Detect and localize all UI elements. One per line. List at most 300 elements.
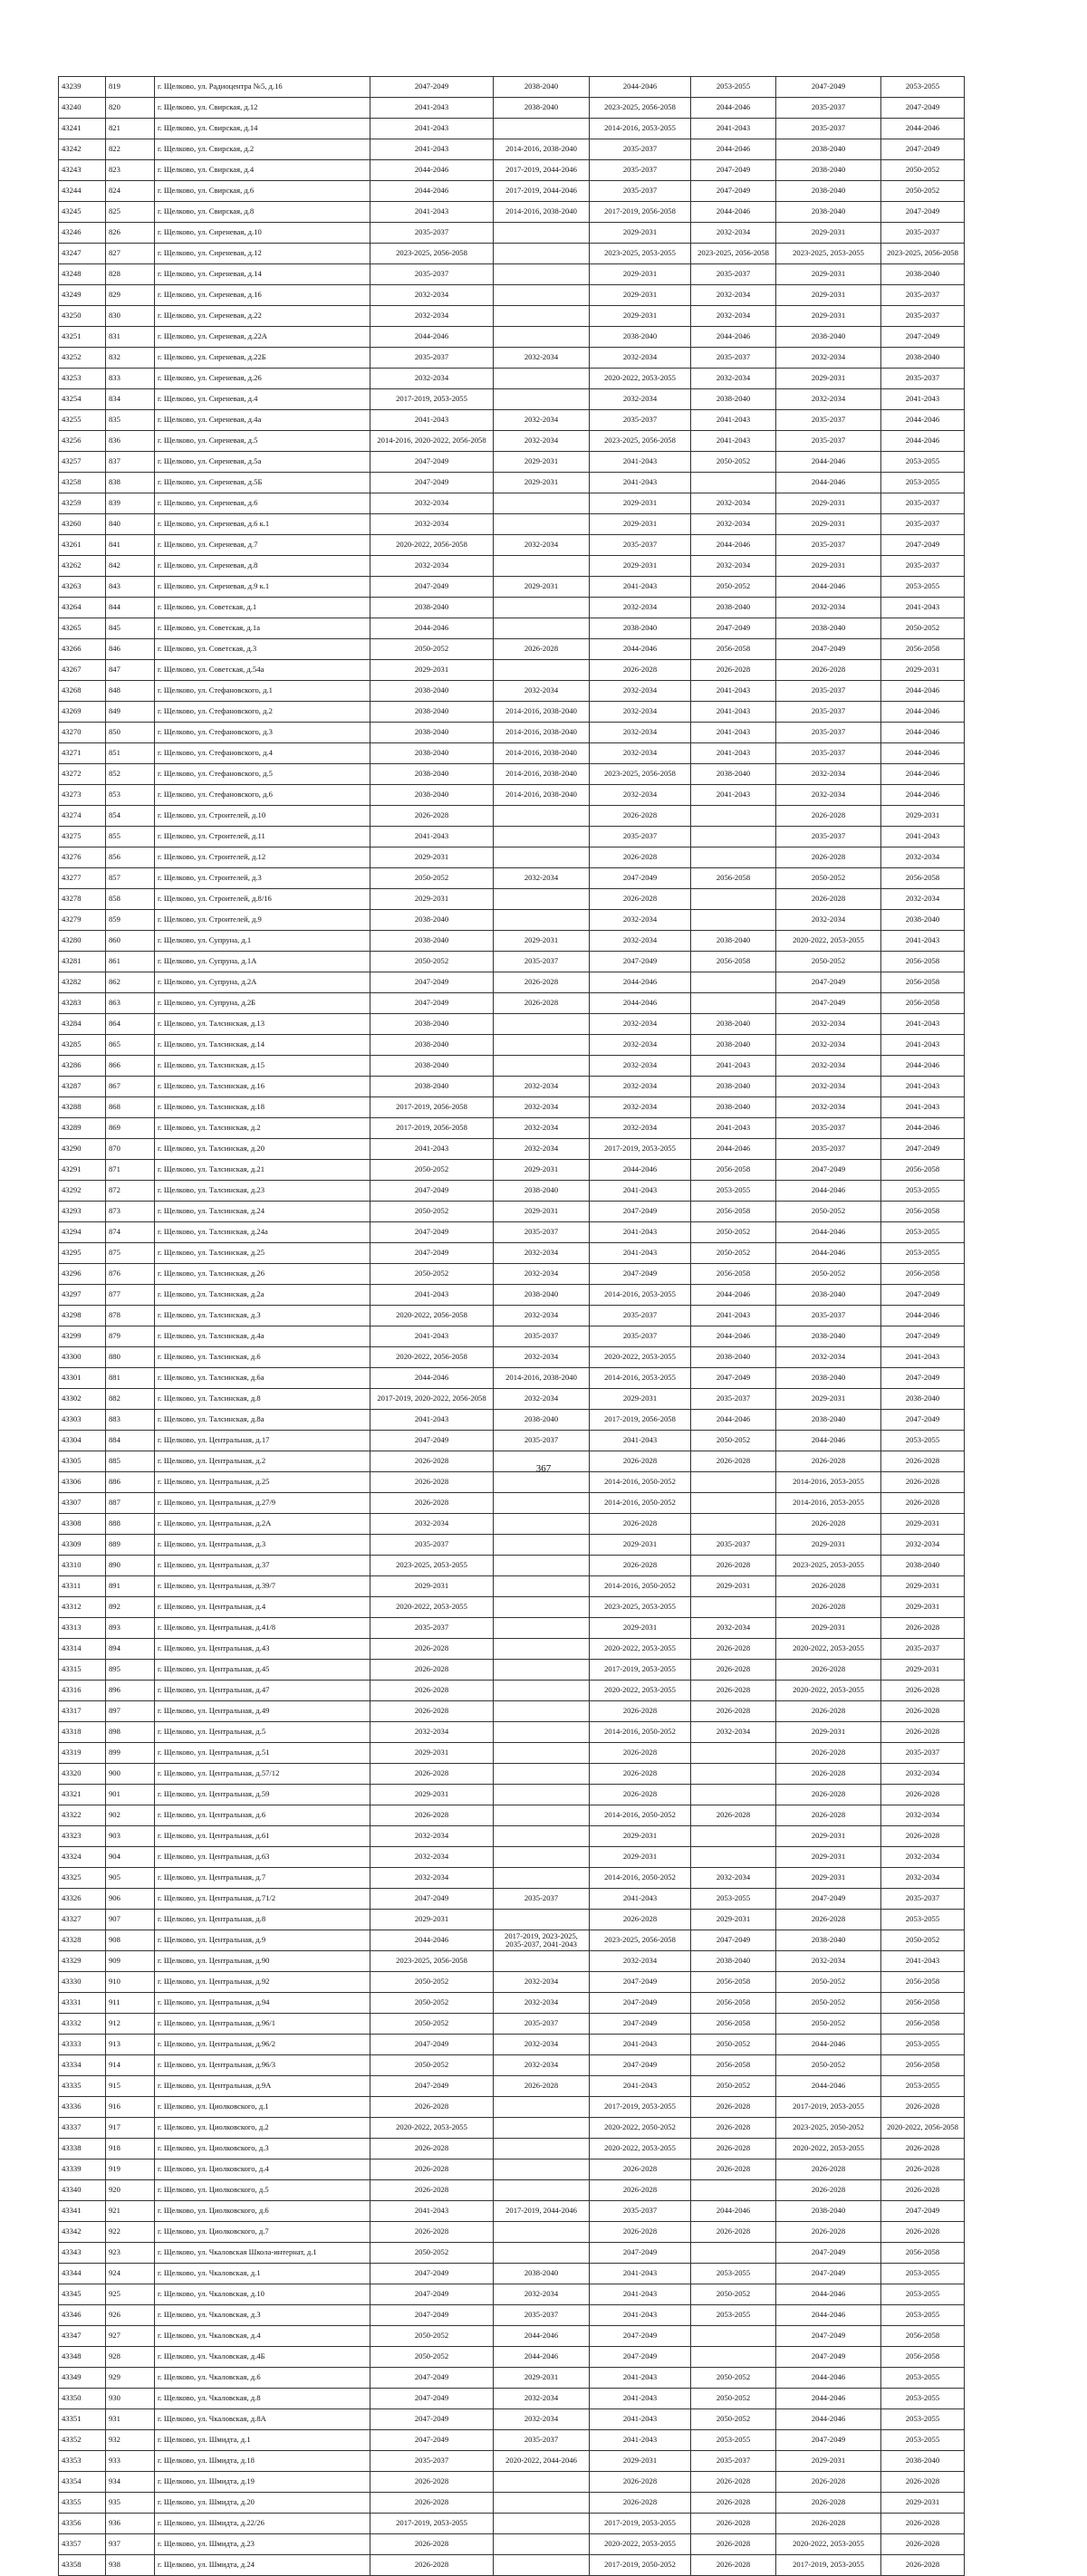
period-3-cell: 2020-2022, 2050-2052 [590, 2118, 691, 2139]
period-2-cell [494, 806, 590, 827]
period-5-cell: 2026-2028 [776, 1597, 881, 1618]
address-cell: г. Щелково, ул. Шмидта, д.20 [155, 2493, 370, 2514]
registry-number-cell: 43242 [59, 139, 106, 160]
table-row [59, 181, 965, 202]
registry-number-cell: 43315 [59, 1660, 106, 1681]
period-4-cell: 2047-2049 [691, 1930, 776, 1951]
ordinal-number-cell: 929 [106, 2368, 155, 2389]
period-6-cell: 2056-2058 [881, 993, 965, 1014]
address-cell: г. Щелково, ул. Центральная, д.96/1 [155, 2014, 370, 2035]
period-4-cell: 2041-2043 [691, 681, 776, 702]
period-6-cell: 2032-2034 [881, 1805, 965, 1826]
period-1-cell: 2026-2028 [370, 2180, 494, 2201]
period-6-cell: 2026-2028 [881, 1785, 965, 1805]
registry-number-cell: 43316 [59, 1681, 106, 1701]
period-2-cell: 2032-2034 [494, 535, 590, 556]
ordinal-number-cell: 876 [106, 1264, 155, 1285]
registry-number-cell: 43300 [59, 1347, 106, 1368]
period-2-cell [494, 1660, 590, 1681]
period-6-cell: 2053-2055 [881, 1243, 965, 1264]
period-3-cell: 2017-2019, 2053-2055 [590, 1139, 691, 1160]
ordinal-number-cell: 840 [106, 514, 155, 535]
period-4-cell: 2041-2043 [691, 431, 776, 452]
period-1-cell: 2026-2028 [370, 1639, 494, 1660]
period-2-cell: 2038-2040 [494, 77, 590, 98]
address-cell: г. Щелково, ул. Сиреневая, д.22Б [155, 348, 370, 369]
period-2-cell: 2032-2034 [494, 410, 590, 431]
ordinal-number-cell: 841 [106, 535, 155, 556]
period-2-cell [494, 1868, 590, 1889]
period-4-cell: 2026-2028 [691, 1681, 776, 1701]
period-2-cell: 2026-2028 [494, 993, 590, 1014]
period-6-cell: 2026-2028 [881, 2139, 965, 2159]
ordinal-number-cell: 871 [106, 1160, 155, 1181]
period-3-cell: 2047-2049 [590, 2014, 691, 2035]
ordinal-number-cell: 828 [106, 264, 155, 285]
address-cell: г. Щелково, ул. Стефановского, д.3 [155, 723, 370, 743]
table-row [59, 223, 965, 244]
period-2-cell [494, 1764, 590, 1785]
table-row [59, 2139, 965, 2159]
period-5-cell: 2044-2046 [776, 1222, 881, 1243]
period-1-cell: 2038-2040 [370, 598, 494, 618]
period-2-cell [494, 1576, 590, 1597]
period-1-cell: 2026-2028 [370, 1805, 494, 1826]
registry-number-cell: 43299 [59, 1326, 106, 1347]
period-1-cell: 2047-2049 [370, 77, 494, 98]
registry-number-cell: 43279 [59, 910, 106, 931]
table-row [59, 931, 965, 952]
ordinal-number-cell: 882 [106, 1389, 155, 1410]
table-row [59, 410, 965, 431]
registry-number-cell: 43354 [59, 2472, 106, 2493]
table-row [59, 1097, 965, 1118]
period-6-cell: 2056-2058 [881, 1993, 965, 2014]
address-cell: г. Щелково, ул. Центральная, д.96/2 [155, 2035, 370, 2055]
registry-number-cell: 43313 [59, 1618, 106, 1639]
registry-number-cell: 43312 [59, 1597, 106, 1618]
table-row [59, 1493, 965, 1514]
table-row [59, 1722, 965, 1743]
registry-number-cell: 43347 [59, 2326, 106, 2347]
period-3-cell: 2041-2043 [590, 2430, 691, 2451]
table-row [59, 1660, 965, 1681]
table-row [59, 1264, 965, 1285]
period-4-cell [691, 2326, 776, 2347]
registry-number-cell: 43343 [59, 2243, 106, 2264]
address-cell: г. Щелково, ул. Стефановского, д.4 [155, 743, 370, 764]
address-cell: г. Щелково, ул. Талсинская, д.25 [155, 1243, 370, 1264]
period-4-cell: 2035-2037 [691, 348, 776, 369]
ordinal-number-cell: 913 [106, 2035, 155, 2055]
table-row [59, 2347, 965, 2368]
registry-number-cell: 43303 [59, 1410, 106, 1431]
address-cell: г. Щелково, ул. Сиреневая, д.8 [155, 556, 370, 577]
period-6-cell: 2053-2055 [881, 2035, 965, 2055]
period-6-cell: 2029-2031 [881, 1514, 965, 1535]
period-5-cell: 2029-2031 [776, 369, 881, 389]
ordinal-number-cell: 923 [106, 2243, 155, 2264]
registry-number-cell: 43327 [59, 1910, 106, 1930]
period-4-cell: 2056-2058 [691, 1264, 776, 1285]
period-5-cell: 2035-2037 [776, 535, 881, 556]
period-3-cell: 2017-2019, 2056-2058 [590, 1410, 691, 1431]
table-row [59, 2035, 965, 2055]
address-cell: г. Щелково, ул. Центральная, д.17 [155, 1431, 370, 1451]
period-3-cell: 2020-2022, 2053-2055 [590, 1347, 691, 1368]
period-3-cell: 2029-2031 [590, 1847, 691, 1868]
address-cell: г. Щелково, ул. Центральная, д.63 [155, 1847, 370, 1868]
period-6-cell: 2050-2052 [881, 1930, 965, 1951]
period-6-cell: 2041-2043 [881, 1077, 965, 1097]
address-cell: г. Щелково, ул. Стефановского, д.1 [155, 681, 370, 702]
period-3-cell: 2038-2040 [590, 618, 691, 639]
period-1-cell: 2029-2031 [370, 847, 494, 868]
address-cell: г. Щелково, ул. Талсинская, д.8 [155, 1389, 370, 1410]
address-cell: г. Щелково, ул. Центральная, д.90 [155, 1951, 370, 1972]
period-3-cell: 2041-2043 [590, 1431, 691, 1451]
period-3-cell: 2041-2043 [590, 1243, 691, 1264]
address-cell: г. Щелково, ул. Шмидта, д.22/26 [155, 2514, 370, 2534]
table-row [59, 348, 965, 369]
table-row [59, 785, 965, 806]
period-1-cell: 2044-2046 [370, 618, 494, 639]
period-6-cell: 2032-2034 [881, 847, 965, 868]
period-5-cell: 2035-2037 [776, 98, 881, 119]
period-4-cell: 2050-2052 [691, 2389, 776, 2409]
period-3-cell: 2023-2025, 2056-2058 [590, 1930, 691, 1951]
period-6-cell: 2020-2022, 2056-2058 [881, 2118, 965, 2139]
period-6-cell: 2035-2037 [881, 223, 965, 244]
registry-number-cell: 43305 [59, 1451, 106, 1472]
period-6-cell: 2035-2037 [881, 369, 965, 389]
period-3-cell: 2041-2043 [590, 1889, 691, 1910]
period-1-cell: 2026-2028 [370, 806, 494, 827]
registry-number-cell: 43255 [59, 410, 106, 431]
table-row [59, 1243, 965, 1264]
address-cell: г. Щелково, ул. Центральная, д.49 [155, 1701, 370, 1722]
period-4-cell: 2038-2040 [691, 389, 776, 410]
period-3-cell: 2029-2031 [590, 2451, 691, 2472]
registry-number-cell: 43353 [59, 2451, 106, 2472]
period-3-cell: 2032-2034 [590, 702, 691, 723]
period-3-cell: 2026-2028 [590, 660, 691, 681]
table-row [59, 1639, 965, 1660]
period-3-cell: 2014-2016, 2050-2052 [590, 1472, 691, 1493]
period-4-cell: 2029-2031 [691, 1910, 776, 1930]
registry-number-cell: 43334 [59, 2055, 106, 2076]
registry-number-cell: 43341 [59, 2201, 106, 2222]
ordinal-number-cell: 822 [106, 139, 155, 160]
period-1-cell: 2029-2031 [370, 660, 494, 681]
period-6-cell: 2056-2058 [881, 2243, 965, 2264]
period-6-cell: 2026-2028 [881, 1618, 965, 1639]
period-1-cell: 2029-2031 [370, 1743, 494, 1764]
address-cell: г. Щелково, ул. Свирская, д.2 [155, 139, 370, 160]
ordinal-number-cell: 857 [106, 868, 155, 889]
ordinal-number-cell: 873 [106, 1202, 155, 1222]
period-5-cell: 2038-2040 [776, 1285, 881, 1306]
period-4-cell: 2032-2034 [691, 1722, 776, 1743]
period-3-cell: 2014-2016, 2050-2052 [590, 1576, 691, 1597]
period-1-cell: 2038-2040 [370, 785, 494, 806]
period-2-cell [494, 1910, 590, 1930]
period-2-cell: 2029-2031 [494, 452, 590, 473]
table-row [59, 1077, 965, 1097]
period-2-cell: 2035-2037 [494, 1889, 590, 1910]
period-5-cell: 2044-2046 [776, 1181, 881, 1202]
period-2-cell [494, 2222, 590, 2243]
period-3-cell: 2047-2049 [590, 1993, 691, 2014]
period-4-cell: 2056-2058 [691, 952, 776, 972]
table-row [59, 1202, 965, 1222]
period-1-cell: 2026-2028 [370, 2139, 494, 2159]
period-3-cell: 2014-2016, 2050-2052 [590, 1805, 691, 1826]
period-1-cell: 2026-2028 [370, 1451, 494, 1472]
address-cell: г. Щелково, ул. Центральная, д.3 [155, 1535, 370, 1556]
period-2-cell: 2032-2034 [494, 1389, 590, 1410]
period-6-cell: 2041-2043 [881, 1097, 965, 1118]
table-row [59, 1326, 965, 1347]
ordinal-number-cell: 935 [106, 2493, 155, 2514]
period-5-cell: 2029-2031 [776, 514, 881, 535]
period-1-cell: 2047-2049 [370, 1222, 494, 1243]
period-5-cell: 2026-2028 [776, 806, 881, 827]
registry-number-cell: 43259 [59, 493, 106, 514]
period-5-cell: 2047-2049 [776, 1889, 881, 1910]
ordinal-number-cell: 863 [106, 993, 155, 1014]
period-2-cell [494, 1493, 590, 1514]
period-2-cell: 2032-2034 [494, 1306, 590, 1326]
ordinal-number-cell: 879 [106, 1326, 155, 1347]
registry-number-cell: 43318 [59, 1722, 106, 1743]
table-row [59, 1701, 965, 1722]
period-3-cell: 2041-2043 [590, 577, 691, 598]
period-2-cell [494, 660, 590, 681]
registry-number-cell: 43288 [59, 1097, 106, 1118]
address-cell: г. Щелково, ул. Центральная, д.2 [155, 1451, 370, 1472]
ordinal-number-cell: 914 [106, 2055, 155, 2076]
period-5-cell: 2020-2022, 2053-2055 [776, 1639, 881, 1660]
address-cell: г. Щелково, ул. Сиреневая, д.26 [155, 369, 370, 389]
period-3-cell: 2047-2049 [590, 2243, 691, 2264]
period-4-cell: 2026-2028 [691, 2534, 776, 2555]
table-row [59, 2159, 965, 2180]
period-4-cell: 2038-2040 [691, 1035, 776, 1056]
registry-number-cell: 43246 [59, 223, 106, 244]
period-2-cell: 2029-2031 [494, 1202, 590, 1222]
period-5-cell: 2026-2028 [776, 2159, 881, 2180]
address-cell: г. Щелково, ул. Центральная, д.71/2 [155, 1889, 370, 1910]
ordinal-number-cell: 856 [106, 847, 155, 868]
registry-number-cell: 43285 [59, 1035, 106, 1056]
period-4-cell: 2044-2046 [691, 2201, 776, 2222]
period-2-cell: 2017-2019, 2023-2025, 2035-2037, 2041-2043 [494, 1930, 590, 1951]
period-2-cell: 2038-2040 [494, 1285, 590, 1306]
period-3-cell: 2044-2046 [590, 972, 691, 993]
period-5-cell: 2047-2049 [776, 993, 881, 1014]
period-4-cell: 2038-2040 [691, 1014, 776, 1035]
registry-number-cell: 43298 [59, 1306, 106, 1326]
period-3-cell: 2032-2034 [590, 389, 691, 410]
address-cell: г. Щелково, ул. Стефановского, д.5 [155, 764, 370, 785]
ordinal-number-cell: 930 [106, 2389, 155, 2409]
registry-number-cell: 43309 [59, 1535, 106, 1556]
period-3-cell: 2032-2034 [590, 931, 691, 952]
table-row [59, 2014, 965, 2035]
table-row [59, 1285, 965, 1306]
period-3-cell: 2023-2025, 2056-2058 [590, 764, 691, 785]
registry-number-cell: 43350 [59, 2389, 106, 2409]
period-2-cell [494, 2555, 590, 2576]
table-row [59, 2326, 965, 2347]
period-2-cell: 2035-2037 [494, 1326, 590, 1347]
table-row [59, 1681, 965, 1701]
period-6-cell: 2032-2034 [881, 1535, 965, 1556]
period-1-cell: 2047-2049 [370, 1431, 494, 1451]
period-6-cell: 2047-2049 [881, 535, 965, 556]
period-4-cell: 2032-2034 [691, 556, 776, 577]
period-1-cell: 2047-2049 [370, 2389, 494, 2409]
period-3-cell: 2026-2028 [590, 1910, 691, 1930]
registry-number-cell: 43333 [59, 2035, 106, 2055]
registry-number-cell: 43311 [59, 1576, 106, 1597]
period-1-cell: 2050-2052 [370, 2055, 494, 2076]
registry-number-cell: 43338 [59, 2139, 106, 2159]
period-6-cell: 2050-2052 [881, 160, 965, 181]
period-1-cell: 2041-2043 [370, 139, 494, 160]
address-cell: г. Щелково, ул. Свирская, д.14 [155, 119, 370, 139]
period-5-cell: 2044-2046 [776, 2368, 881, 2389]
ordinal-number-cell: 883 [106, 1410, 155, 1431]
period-3-cell: 2032-2034 [590, 1056, 691, 1077]
table-row [59, 910, 965, 931]
period-6-cell: 2026-2028 [881, 2180, 965, 2201]
period-4-cell: 2032-2034 [691, 285, 776, 306]
address-cell: г. Щелково, ул. Чкаловская, д.4Б [155, 2347, 370, 2368]
period-5-cell: 2026-2028 [776, 1451, 881, 1472]
period-3-cell: 2026-2028 [590, 2222, 691, 2243]
period-6-cell: 2035-2037 [881, 514, 965, 535]
address-cell: г. Щелково, ул. Талсинская, д.4а [155, 1326, 370, 1347]
table-row [59, 2514, 965, 2534]
period-6-cell: 2044-2046 [881, 119, 965, 139]
period-3-cell: 2029-2031 [590, 1826, 691, 1847]
period-6-cell: 2041-2043 [881, 827, 965, 847]
period-4-cell [691, 806, 776, 827]
period-5-cell: 2050-2052 [776, 1993, 881, 2014]
period-5-cell: 2035-2037 [776, 1306, 881, 1326]
period-5-cell: 2047-2049 [776, 639, 881, 660]
period-6-cell: 2056-2058 [881, 2055, 965, 2076]
period-2-cell [494, 2493, 590, 2514]
ordinal-number-cell: 910 [106, 1972, 155, 1993]
period-3-cell: 2035-2037 [590, 535, 691, 556]
period-2-cell: 2038-2040 [494, 98, 590, 119]
period-1-cell: 2029-2031 [370, 1576, 494, 1597]
address-cell: г. Щелково, ул. Талсинская, д.21 [155, 1160, 370, 1181]
period-4-cell: 2056-2058 [691, 2014, 776, 2035]
table-row [59, 598, 965, 618]
period-3-cell: 2014-2016, 2050-2052 [590, 1868, 691, 1889]
registry-number-cell: 43349 [59, 2368, 106, 2389]
period-4-cell: 2050-2052 [691, 1431, 776, 1451]
address-cell: г. Щелково, ул. Центральная, д.57/12 [155, 1764, 370, 1785]
period-5-cell: 2044-2046 [776, 2035, 881, 2055]
period-4-cell: 2026-2028 [691, 2555, 776, 2576]
ordinal-number-cell: 933 [106, 2451, 155, 2472]
period-1-cell: 2050-2052 [370, 1993, 494, 2014]
period-3-cell: 2041-2043 [590, 2409, 691, 2430]
address-cell: г. Щелково, ул. Сиреневая, д.4 [155, 389, 370, 410]
period-4-cell: 2035-2037 [691, 1535, 776, 1556]
period-3-cell: 2041-2043 [590, 2264, 691, 2284]
table-row [59, 868, 965, 889]
period-5-cell: 2026-2028 [776, 1514, 881, 1535]
period-3-cell: 2023-2025, 2053-2055 [590, 1597, 691, 1618]
table-row [59, 1389, 965, 1410]
period-1-cell: 2035-2037 [370, 223, 494, 244]
period-5-cell: 2029-2031 [776, 1618, 881, 1639]
period-2-cell: 2032-2034 [494, 2409, 590, 2430]
period-4-cell: 2053-2055 [691, 2264, 776, 2284]
ordinal-number-cell: 825 [106, 202, 155, 223]
period-5-cell: 2032-2034 [776, 764, 881, 785]
registry-number-cell: 43322 [59, 1805, 106, 1826]
ordinal-number-cell: 851 [106, 743, 155, 764]
period-5-cell: 2038-2040 [776, 2201, 881, 2222]
period-2-cell [494, 1826, 590, 1847]
ordinal-number-cell: 875 [106, 1243, 155, 1264]
period-2-cell: 2032-2034 [494, 868, 590, 889]
period-5-cell: 2047-2049 [776, 2264, 881, 2284]
period-4-cell: 2050-2052 [691, 2409, 776, 2430]
address-cell: г. Щелково, ул. Центральная, д.6 [155, 1805, 370, 1826]
ordinal-number-cell: 893 [106, 1618, 155, 1639]
table-row [59, 743, 965, 764]
table-row [59, 702, 965, 723]
address-cell: г. Щелково, ул. Советская, д.1а [155, 618, 370, 639]
period-5-cell: 2044-2046 [776, 577, 881, 598]
address-cell: г. Щелково, ул. Талсинская, д.24а [155, 1222, 370, 1243]
ordinal-number-cell: 824 [106, 181, 155, 202]
table-row [59, 660, 965, 681]
table-row [59, 2534, 965, 2555]
period-2-cell [494, 2180, 590, 2201]
period-1-cell: 2032-2034 [370, 556, 494, 577]
period-5-cell: 2029-2031 [776, 1826, 881, 1847]
period-2-cell: 2014-2016, 2038-2040 [494, 785, 590, 806]
ordinal-number-cell: 819 [106, 77, 155, 98]
period-1-cell: 2038-2040 [370, 931, 494, 952]
registry-number-cell: 43351 [59, 2409, 106, 2430]
address-cell: г. Щелково, ул. Центральная, д.7 [155, 1868, 370, 1889]
table-row [59, 244, 965, 264]
period-4-cell: 2050-2052 [691, 452, 776, 473]
period-1-cell: 2032-2034 [370, 369, 494, 389]
period-1-cell: 2047-2049 [370, 1889, 494, 1910]
period-3-cell: 2041-2043 [590, 2076, 691, 2097]
period-2-cell: 2029-2031 [494, 931, 590, 952]
ordinal-number-cell: 909 [106, 1951, 155, 1972]
period-5-cell: 2026-2028 [776, 1660, 881, 1681]
period-5-cell: 2029-2031 [776, 306, 881, 327]
period-6-cell: 2047-2049 [881, 2201, 965, 2222]
ordinal-number-cell: 839 [106, 493, 155, 514]
period-6-cell: 2044-2046 [881, 785, 965, 806]
period-2-cell [494, 369, 590, 389]
registry-number-cell: 43264 [59, 598, 106, 618]
